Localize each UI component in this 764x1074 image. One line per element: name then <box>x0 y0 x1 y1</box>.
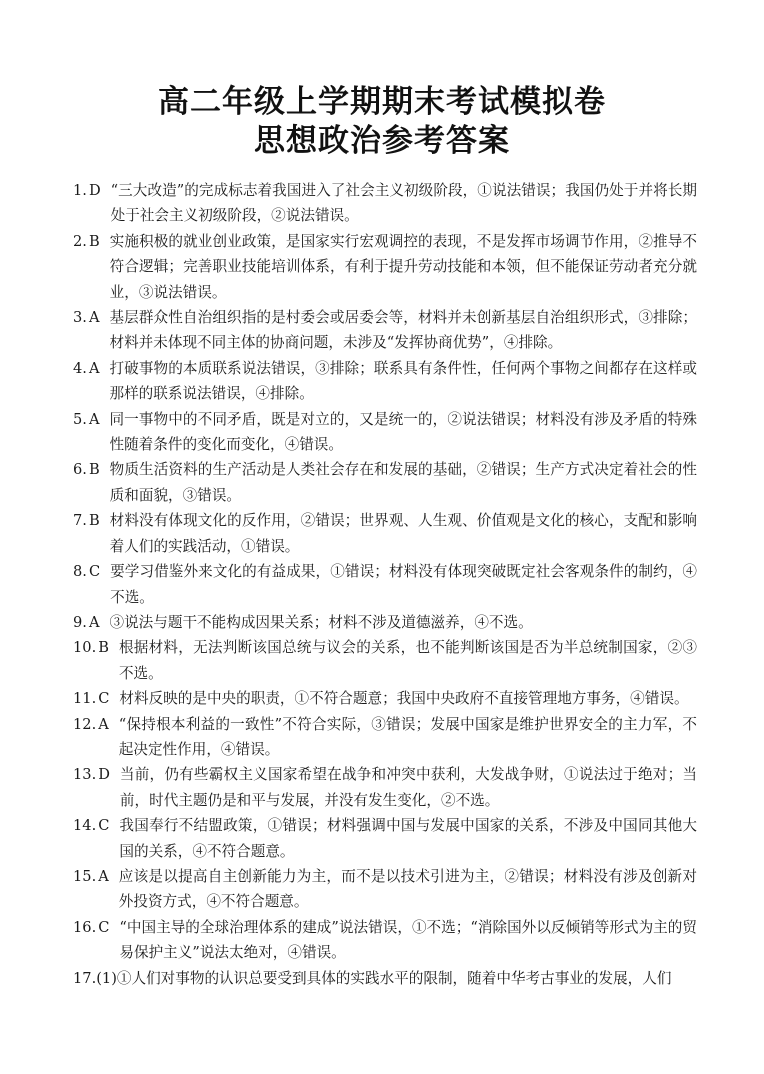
answer-item <box>73 686 697 711</box>
answer-label <box>73 610 109 635</box>
answer-label <box>73 686 119 711</box>
answer-item <box>73 712 697 763</box>
answer-number: 13. <box>73 766 97 784</box>
answer-item <box>73 966 697 991</box>
answer-choice: C <box>98 690 110 708</box>
answer-item <box>73 813 697 864</box>
answer-item <box>73 610 697 635</box>
answer-explanation: 材料没有体现文化的反作用，②错误；世界观、人生观、价值观是文化的核心，支配和影响着人们的实践活动，①错误。 <box>109 512 697 555</box>
answer-choice: A <box>88 613 100 631</box>
answer-label <box>73 864 119 915</box>
answer-explanation: (1)①人们对事物的认识总要受到具体的实践水平的限制，随着中华考古事业的发展，人们 <box>96 969 672 987</box>
answer-choice: A <box>88 359 100 377</box>
answer-item <box>73 457 697 508</box>
answer-number: 6. <box>73 461 87 479</box>
answer-label <box>73 966 96 991</box>
answer-choice: C <box>98 817 110 835</box>
document-title: 高二年级上学期期末考试模拟卷 <box>158 84 606 120</box>
answer-choice: D <box>98 766 110 784</box>
answer-label <box>73 457 110 508</box>
answer-number: 5. <box>73 410 87 428</box>
answer-choice: B <box>88 512 100 530</box>
answer-explanation: “保持根本利益的一致性”不符合实际，③错误；发展中国家是维护世界安全的主力军，不起决定性作用，④错误。 <box>118 715 697 758</box>
answer-number: 15. <box>73 867 97 885</box>
answer-explanation: 物质生活资料的生产活动是人类社会存在和发展的基础，②错误；生产方式决定着社会的性质和面貌，③错误。 <box>109 461 697 504</box>
answer-choice: C <box>88 563 101 581</box>
answer-item <box>73 864 697 915</box>
answer-label <box>73 712 119 763</box>
answer-explanation: 根据材料，无法判断该国总统与议会的关系，也不能判断该国是否为半总统制国家，②③不选。 <box>118 639 697 682</box>
answer-list <box>73 178 697 991</box>
answer-label <box>73 356 109 407</box>
answer-label <box>73 178 111 229</box>
answer-label <box>73 407 109 458</box>
answer-item <box>73 229 697 305</box>
answer-number: 7. <box>73 512 87 530</box>
answer-item <box>73 356 697 407</box>
answer-item <box>73 407 697 458</box>
answer-item <box>73 559 697 610</box>
answer-label <box>73 508 110 559</box>
answer-number: 8. <box>73 563 87 581</box>
answer-explanation: ③说法与题干不能构成因果关系；材料不涉及道德滋养，④不选。 <box>109 613 533 631</box>
answer-choice: B <box>88 232 100 250</box>
answer-label <box>73 305 109 356</box>
answer-choice: A <box>98 715 109 733</box>
answer-explanation: 要学习借鉴外来文化的有益成果，①错误；材料没有体现突破既定社会客观条件的制约，④不选。 <box>110 563 697 606</box>
answer-explanation: 同一事物中的不同矛盾，既是对立的，又是统一的，②说法错误；材料没有涉及矛盾的特殊性随着条件的变化而变化，④错误。 <box>109 410 697 454</box>
answer-number: 12. <box>73 715 97 733</box>
answer-explanation: 实施积极的就业创业政策，是国家实行宏观调控的表现，不是发挥市场调节作用，②推导不符合逻辑；完善职业技能培训体系，有利于提升劳动技能和本领，但不能保证劳动者充分就业，③说法错误。 <box>109 232 697 301</box>
answer-number: 16. <box>73 918 97 936</box>
answer-item <box>73 178 697 229</box>
answer-explanation: “中国主导的全球治理体系的建成”说法错误，①不选；“消除国外以反倾销等形式为主的贸易保护主义”说法太绝对，④错误。 <box>119 918 697 962</box>
answer-number: 4. <box>73 359 87 377</box>
answer-choice: C <box>98 918 110 936</box>
answer-item <box>73 635 697 686</box>
answer-label <box>73 229 110 305</box>
answer-number: 9. <box>73 613 87 631</box>
answer-choice: A <box>98 867 109 885</box>
answer-choice: A <box>88 410 100 428</box>
answer-explanation: 当前，仍有些霸权主义国家希望在战争和冲突中获利，大发战争财，①说法过于绝对；当前，时代主题仍是和平与发展，并没有发生变化，②不选。 <box>119 766 697 809</box>
answer-choice: B <box>88 461 100 479</box>
answer-choice: A <box>88 309 100 327</box>
answer-item <box>73 508 697 559</box>
answer-label <box>73 813 119 864</box>
answer-item <box>73 762 697 813</box>
answer-item <box>73 915 697 966</box>
answer-explanation: 打破事物的本质联系说法错误，③排除；联系具有条件性，任何两个事物之间都存在这样或那样的联系说法错误，④排除。 <box>109 359 697 403</box>
answer-label <box>73 915 119 966</box>
answer-label <box>73 559 110 610</box>
answer-explanation: 基层群众性自治组织指的是村委会或居委会等，材料并未创新基层自治组织形式，③排除；材料并未体现不同主体的协商问题，未涉及“发挥协商优势”，④排除。 <box>109 309 697 352</box>
answer-number: 3. <box>73 309 87 327</box>
answer-number: 10. <box>73 639 97 657</box>
answer-choice: B <box>98 639 109 657</box>
answer-explanation: 应该是以提高自主创新能力为主，而不是以技术引进为主，②错误；材料没有涉及创新对外投资方式，④不符合题意。 <box>118 867 697 911</box>
answer-number: 1. <box>73 182 87 199</box>
answer-number: 14. <box>73 817 97 835</box>
answer-item <box>73 305 697 356</box>
answer-label <box>73 635 119 686</box>
answer-explanation: 我国奉行不结盟政策，①错误；材料强调中国与发展中国家的关系，不涉及中国同其他大国的关系，④不符合题意。 <box>119 817 697 860</box>
answer-label <box>73 762 120 813</box>
answer-number: 2. <box>73 232 87 250</box>
answer-number: 11. <box>73 690 97 708</box>
answer-explanation: 材料反映的是中央的职责，①不符合题意；我国中央政府不直接管理地方事务，④错误。 <box>119 690 689 708</box>
answer-explanation: “三大改造”的完成标志着我国进入了社会主义初级阶段，①说法错误；我国仍处于并将长期处于社会主义初级阶段，②说法错误。 <box>110 182 697 225</box>
document-subtitle: 思想政治参考答案 <box>254 123 510 159</box>
answer-number: 17. <box>73 969 97 987</box>
answer-choice: D <box>88 182 101 199</box>
